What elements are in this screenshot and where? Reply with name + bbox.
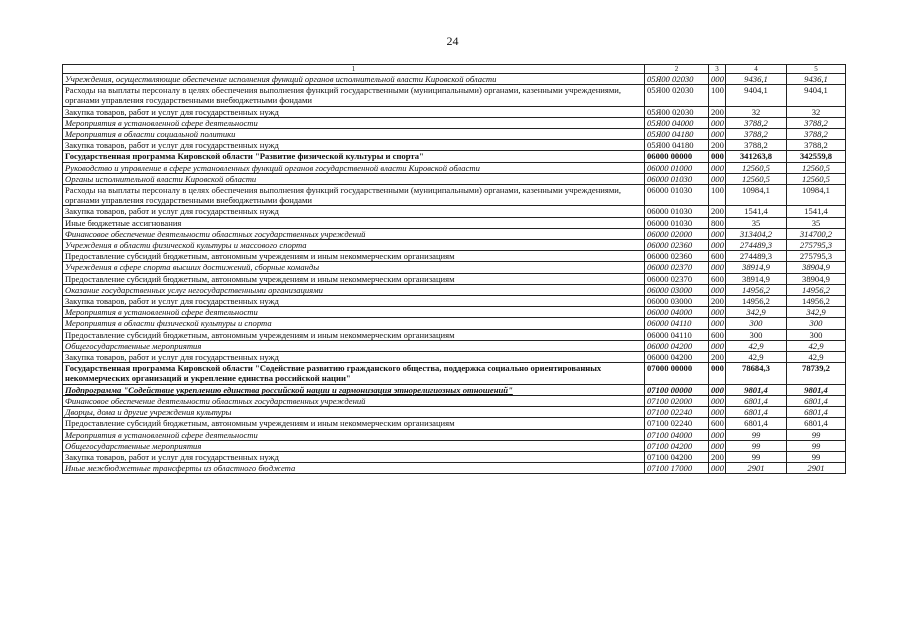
row-code-cell: 06000 00000: [645, 151, 709, 162]
row-name-cell: Мероприятия в установленной сфере деятельности: [63, 307, 645, 318]
row-amount-2-cell: 275795,3: [787, 251, 846, 262]
row-code-cell: 06000 04000: [645, 307, 709, 318]
table-row: [63, 129, 846, 140]
table-row: [63, 228, 846, 239]
row-expense-type-cell: 600: [709, 251, 726, 262]
row-name-cell: Учреждения в области физической культуры и массового спорта: [63, 240, 645, 251]
row-amount-1-cell: 35: [726, 217, 787, 228]
row-amount-2-cell: 2901: [787, 463, 846, 474]
column-header-5: 5: [787, 65, 846, 74]
table-row: [63, 384, 846, 395]
row-expense-type-cell: 000: [709, 162, 726, 173]
row-amount-2-cell: 32: [787, 106, 846, 117]
table-row: [63, 440, 846, 451]
row-amount-2-cell: 38904,9: [787, 273, 846, 284]
row-amount-2-cell: 9404,1: [787, 85, 846, 106]
row-name-cell: Финансовое обеспечение деятельности областных государственных учреждений: [63, 228, 645, 239]
row-code-cell: 06000 01030: [645, 206, 709, 217]
row-amount-2-cell: 275795,3: [787, 240, 846, 251]
row-code-cell: 07100 04000: [645, 429, 709, 440]
row-name-cell: Органы исполнительной власти Кировской области: [63, 173, 645, 184]
row-name-cell: Расходы на выплаты персоналу в целях обеспечения выполнения функций государственными (муниципальными) органами, казенными учреждениями, органами управления государственными внебюджетными фондами: [63, 185, 645, 206]
row-amount-1-cell: 2901: [726, 463, 787, 474]
row-code-cell: 05Я00 02030: [645, 74, 709, 85]
row-amount-2-cell: 6801,4: [787, 407, 846, 418]
row-amount-1-cell: 6801,4: [726, 407, 787, 418]
table-row: [63, 106, 846, 117]
row-name-cell: Иные межбюджетные трансферты из областного бюджета: [63, 463, 645, 474]
row-amount-1-cell: 14956,2: [726, 284, 787, 295]
row-code-cell: 06000 04110: [645, 318, 709, 329]
row-name-cell: Учреждения, осуществляющие обеспечение исполнения функций органов исполнительной власти Кировской области: [63, 74, 645, 85]
row-code-cell: 06000 03000: [645, 296, 709, 307]
row-expense-type-cell: 000: [709, 74, 726, 85]
row-amount-1-cell: 6801,4: [726, 418, 787, 429]
row-name-cell: Закупка товаров, работ и услуг для государственных нужд: [63, 296, 645, 307]
row-amount-1-cell: 12560,5: [726, 173, 787, 184]
row-name-cell: Общегосударственные мероприятия: [63, 440, 645, 451]
table-row: [63, 284, 846, 295]
row-code-cell: 05Я00 02030: [645, 106, 709, 117]
row-amount-1-cell: 42,9: [726, 340, 787, 351]
table-row: [63, 185, 846, 206]
row-amount-2-cell: 300: [787, 329, 846, 340]
table-row: [63, 307, 846, 318]
table-row: [63, 85, 846, 106]
table-row: [63, 407, 846, 418]
table-row: [63, 140, 846, 151]
row-name-cell: Оказание государственных услуг негосударственными организациями: [63, 284, 645, 295]
row-code-cell: 06000 02370: [645, 262, 709, 273]
row-amount-1-cell: 6801,4: [726, 395, 787, 406]
row-code-cell: 06000 01030: [645, 217, 709, 228]
row-expense-type-cell: 000: [709, 384, 726, 395]
row-code-cell: 05Я00 02030: [645, 85, 709, 106]
header-row: [63, 65, 846, 74]
table-body: [63, 74, 846, 474]
row-expense-type-cell: 000: [709, 228, 726, 239]
row-expense-type-cell: 000: [709, 117, 726, 128]
row-name-cell: Государственная программа Кировской области "Содействие развитию гражданского общества, поддержка социально ориентированных некоммерческих организаций и укрепление единства российской нации": [63, 363, 645, 384]
row-amount-2-cell: 78739,2: [787, 363, 846, 384]
row-expense-type-cell: 600: [709, 329, 726, 340]
row-amount-2-cell: 42,9: [787, 352, 846, 363]
row-amount-2-cell: 3788,2: [787, 140, 846, 151]
row-name-cell: Закупка товаров, работ и услуг для государственных нужд: [63, 106, 645, 117]
column-header-4: 4: [726, 65, 787, 74]
table-row: [63, 363, 846, 384]
row-expense-type-cell: 200: [709, 352, 726, 363]
row-code-cell: 06000 03000: [645, 284, 709, 295]
row-amount-2-cell: 38904,9: [787, 262, 846, 273]
table-row: [63, 395, 846, 406]
row-expense-type-cell: 100: [709, 185, 726, 206]
row-amount-2-cell: 14956,2: [787, 284, 846, 295]
row-name-cell: Мероприятия в установленной сфере деятельности: [63, 117, 645, 128]
row-name-cell: Общегосударственные мероприятия: [63, 340, 645, 351]
row-code-cell: 06000 02370: [645, 273, 709, 284]
row-amount-1-cell: 9404,1: [726, 85, 787, 106]
table-row: [63, 429, 846, 440]
row-code-cell: 06000 04200: [645, 340, 709, 351]
row-expense-type-cell: 000: [709, 318, 726, 329]
row-amount-2-cell: 6801,4: [787, 395, 846, 406]
row-expense-type-cell: 200: [709, 106, 726, 117]
row-expense-type-cell: 000: [709, 173, 726, 184]
column-header-3: 3: [709, 65, 726, 74]
row-code-cell: 05Я00 04180: [645, 129, 709, 140]
row-amount-1-cell: 1541,4: [726, 206, 787, 217]
column-header-1: 1: [63, 65, 645, 74]
row-code-cell: 07100 02240: [645, 407, 709, 418]
row-amount-2-cell: 10984,1: [787, 185, 846, 206]
row-amount-1-cell: 99: [726, 429, 787, 440]
row-amount-1-cell: 38914,9: [726, 262, 787, 273]
row-amount-2-cell: 12560,5: [787, 173, 846, 184]
row-name-cell: Предоставление субсидий бюджетным, автономным учреждениям и иным некоммерческим организациям: [63, 251, 645, 262]
row-expense-type-cell: 000: [709, 363, 726, 384]
row-code-cell: 07100 04200: [645, 440, 709, 451]
row-expense-type-cell: 100: [709, 85, 726, 106]
table-row: [63, 240, 846, 251]
row-amount-1-cell: 32: [726, 106, 787, 117]
row-amount-2-cell: 342,9: [787, 307, 846, 318]
row-code-cell: 07100 17000: [645, 463, 709, 474]
row-amount-1-cell: 342,9: [726, 307, 787, 318]
row-expense-type-cell: 000: [709, 307, 726, 318]
row-amount-1-cell: 12560,5: [726, 162, 787, 173]
row-amount-1-cell: 3788,2: [726, 117, 787, 128]
row-amount-1-cell: 9436,1: [726, 74, 787, 85]
row-name-cell: Учреждения в сфере спорта высших достижений, сборные команды: [63, 262, 645, 273]
row-amount-1-cell: 300: [726, 329, 787, 340]
table-row: [63, 117, 846, 128]
row-amount-1-cell: 313404,2: [726, 228, 787, 239]
row-expense-type-cell: 000: [709, 340, 726, 351]
row-amount-1-cell: 300: [726, 318, 787, 329]
row-name-cell: Дворцы, дома и другие учреждения культуры: [63, 407, 645, 418]
row-code-cell: 07100 04200: [645, 451, 709, 462]
row-name-cell: Мероприятия в области социальной политики: [63, 129, 645, 140]
row-code-cell: 07100 02000: [645, 395, 709, 406]
row-amount-2-cell: 3788,2: [787, 129, 846, 140]
row-amount-1-cell: 9801,4: [726, 384, 787, 395]
row-amount-2-cell: 14956,2: [787, 296, 846, 307]
row-name-cell: Предоставление субсидий бюджетным, автономным учреждениям и иным некоммерческим организациям: [63, 273, 645, 284]
row-amount-1-cell: 3788,2: [726, 129, 787, 140]
row-name-cell: Финансовое обеспечение деятельности областных государственных учреждений: [63, 395, 645, 406]
table-row: [63, 318, 846, 329]
row-name-cell: Закупка товаров, работ и услуг для государственных нужд: [63, 352, 645, 363]
row-amount-2-cell: 99: [787, 451, 846, 462]
row-name-cell: Закупка товаров, работ и услуг для государственных нужд: [63, 451, 645, 462]
table-row: [63, 162, 846, 173]
row-expense-type-cell: 200: [709, 451, 726, 462]
budget-table: [62, 64, 846, 474]
table-row: [63, 273, 846, 284]
table-row: [63, 296, 846, 307]
row-amount-2-cell: 342559,8: [787, 151, 846, 162]
row-code-cell: 07000 00000: [645, 363, 709, 384]
row-amount-2-cell: 99: [787, 440, 846, 451]
row-name-cell: Предоставление субсидий бюджетным, автономным учреждениям и иным некоммерческим организациям: [63, 418, 645, 429]
row-name-cell: Мероприятия в установленной сфере деятельности: [63, 429, 645, 440]
table-row: [63, 340, 846, 351]
column-header-2: 2: [645, 65, 709, 74]
row-amount-1-cell: 99: [726, 451, 787, 462]
row-name-cell: Расходы на выплаты персоналу в целях обеспечения выполнения функций государственными (муниципальными) органами, казенными учреждениями, органами управления государственными внебюджетными фондами: [63, 85, 645, 106]
row-expense-type-cell: 000: [709, 262, 726, 273]
row-amount-2-cell: 1541,4: [787, 206, 846, 217]
row-amount-1-cell: 14956,2: [726, 296, 787, 307]
row-expense-type-cell: 000: [709, 240, 726, 251]
row-code-cell: 06000 01030: [645, 185, 709, 206]
row-expense-type-cell: 000: [709, 429, 726, 440]
table-row: [63, 217, 846, 228]
table-row: [63, 206, 846, 217]
table-row: [63, 463, 846, 474]
row-expense-type-cell: 600: [709, 273, 726, 284]
row-amount-2-cell: 42,9: [787, 340, 846, 351]
row-name-cell: Предоставление субсидий бюджетным, автономным учреждениям и иным некоммерческим организациям: [63, 329, 645, 340]
row-expense-type-cell: 000: [709, 395, 726, 406]
row-code-cell: 06000 02360: [645, 251, 709, 262]
row-expense-type-cell: 000: [709, 463, 726, 474]
row-code-cell: 05Я00 04180: [645, 140, 709, 151]
row-code-cell: 06000 04200: [645, 352, 709, 363]
row-expense-type-cell: 800: [709, 217, 726, 228]
row-name-cell: Иные бюджетные ассигнования: [63, 217, 645, 228]
row-amount-2-cell: 35: [787, 217, 846, 228]
row-amount-1-cell: 10984,1: [726, 185, 787, 206]
row-amount-1-cell: 341263,8: [726, 151, 787, 162]
row-amount-2-cell: 9801,4: [787, 384, 846, 395]
row-amount-1-cell: 274489,3: [726, 240, 787, 251]
table-row: [63, 451, 846, 462]
row-name-cell: Закупка товаров, работ и услуг для государственных нужд: [63, 140, 645, 151]
table-row: [63, 151, 846, 162]
row-code-cell: 07100 02240: [645, 418, 709, 429]
row-code-cell: 07100 00000: [645, 384, 709, 395]
row-amount-1-cell: 3788,2: [726, 140, 787, 151]
row-expense-type-cell: 000: [709, 284, 726, 295]
row-code-cell: 05Я00 04000: [645, 117, 709, 128]
row-expense-type-cell: 200: [709, 296, 726, 307]
row-amount-2-cell: 314700,2: [787, 228, 846, 239]
table-row: [63, 74, 846, 85]
row-amount-2-cell: 6801,4: [787, 418, 846, 429]
row-expense-type-cell: 000: [709, 129, 726, 140]
row-code-cell: 06000 04110: [645, 329, 709, 340]
row-amount-1-cell: 42,9: [726, 352, 787, 363]
row-expense-type-cell: 200: [709, 206, 726, 217]
row-amount-1-cell: 38914,9: [726, 273, 787, 284]
row-expense-type-cell: 200: [709, 140, 726, 151]
row-amount-1-cell: 274489,3: [726, 251, 787, 262]
row-code-cell: 06000 01030: [645, 173, 709, 184]
row-amount-2-cell: 300: [787, 318, 846, 329]
page-number: 24: [446, 34, 459, 48]
table-row: [63, 262, 846, 273]
row-amount-2-cell: 12560,5: [787, 162, 846, 173]
table-row: [63, 352, 846, 363]
row-name-cell: Закупка товаров, работ и услуг для государственных нужд: [63, 206, 645, 217]
table-row: [63, 329, 846, 340]
row-amount-2-cell: 3788,2: [787, 117, 846, 128]
row-amount-1-cell: 99: [726, 440, 787, 451]
row-expense-type-cell: 000: [709, 407, 726, 418]
row-name-cell: Государственная программа Кировской области "Развитие физической культуры и спорта": [63, 151, 645, 162]
row-code-cell: 06000 02000: [645, 228, 709, 239]
row-code-cell: 06000 02360: [645, 240, 709, 251]
table-row: [63, 418, 846, 429]
row-name-cell: Подпрограмма "Содействие укреплению единства российской нации и гармонизация этнорелигиозных отношений": [63, 384, 645, 395]
table-row: [63, 251, 846, 262]
row-amount-1-cell: 78684,3: [726, 363, 787, 384]
row-name-cell: Руководство и управление в сфере установленных функций органов государственной власти Кировской области: [63, 162, 645, 173]
row-expense-type-cell: 600: [709, 418, 726, 429]
row-expense-type-cell: 000: [709, 151, 726, 162]
row-expense-type-cell: 000: [709, 440, 726, 451]
row-code-cell: 06000 01000: [645, 162, 709, 173]
table-row: [63, 173, 846, 184]
row-name-cell: Мероприятия в области физической культуры и спорта: [63, 318, 645, 329]
row-amount-2-cell: 99: [787, 429, 846, 440]
row-amount-2-cell: 9436,1: [787, 74, 846, 85]
